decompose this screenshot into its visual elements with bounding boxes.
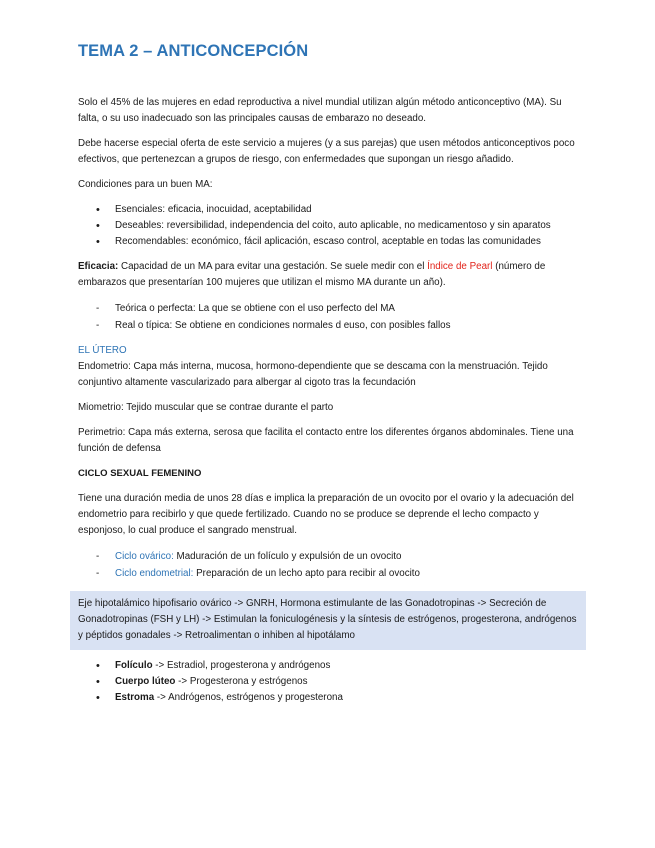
- perimetrio-paragraph: Perimetrio: Capa más externa, serosa que facilita el contacto entre los diferentes órganos abdominales. Tiene una función de defensa: [78, 427, 574, 454]
- conditions-list: [78, 202, 578, 250]
- bullet-icon: •: [96, 660, 100, 672]
- intro-paragraph-2: Debe hacerse especial oferta de este servicio a mujeres (y a sus parejas) que usen métodos anticonceptivos poco efectivos, que pertenezcan a grupos de riesgo, con enfermedades que supongan un riesgo añadido.: [78, 138, 575, 165]
- miometrio-paragraph: Miometrio: Tejido muscular que se contrae durante el parto: [78, 402, 334, 413]
- list-item: • Cuerpo lúteo -> Progesterona y estrógenos: [96, 676, 308, 688]
- bullet-icon: •: [96, 204, 100, 216]
- eje-highlight-box: [70, 591, 586, 650]
- list-item: - Real o típica: Se obtiene en condiciones normales d euso, con posibles fallos: [78, 317, 578, 334]
- utero-heading: EL ÚTERO: [78, 345, 127, 356]
- list-item: - Ciclo endometrial: Preparación de un lecho apto para recibir al ovocito: [78, 565, 578, 582]
- document-page: [78, 42, 578, 715]
- eficacia-types-list: [78, 300, 578, 334]
- dash-icon: -: [96, 303, 100, 314]
- pearl-index-link[interactable]: Índice de Pearl: [427, 261, 493, 272]
- dash-icon: -: [96, 568, 100, 579]
- eficacia-label: Eficacia:: [78, 261, 119, 272]
- bullet-icon: •: [96, 220, 100, 232]
- endometrio-paragraph: Endometrio: Capa más interna, mucosa, hormono-dependiente que se descama con la menstruación. Tejido conjuntivo altamente vascularizado para albergar al cigoto tras la fecundación: [78, 361, 548, 388]
- ciclo-paragraph: Tiene una duración media de unos 28 días e implica la preparación de un ovocito por el ovario y la adecuación del endometrio para recibirlo y que quede fertilizado. Cuando no se produce se deprende el lecho compacto y esponjoso, lo cual produce el sangrado menstrual.: [78, 493, 574, 536]
- ciclo-endometrial-link[interactable]: Ciclo endometrial:: [115, 568, 194, 579]
- ciclo-list: [78, 548, 578, 582]
- ciclo-ovarico-link[interactable]: Ciclo ovárico:: [115, 551, 174, 562]
- page-title: TEMA 2 – ANTICONCEPCIÓN: [78, 42, 309, 60]
- bullet-icon: •: [96, 676, 100, 688]
- list-item: • Recomendables: económico, fácil aplicación, escaso control, aceptable en todas las comunidades: [96, 236, 541, 248]
- hormones-list: [78, 658, 578, 706]
- dash-icon: -: [96, 551, 100, 562]
- bullet-icon: •: [96, 236, 100, 248]
- eje-paragraph: Eje hipotalámico hipofisario ovárico -> GNRH, Hormona estimulante de las Gonadotropinas -> Secreción de Gonadotropinas (FSH y LH) -> Estimulan la foniculogénesis y la síntesis de estrógenos, progesterona, andrógenos y péptidos gonadales -> Retroalimentan o inhiben al hipotálamo: [78, 598, 577, 641]
- conditions-heading: Condiciones para un buen MA:: [78, 179, 213, 190]
- list-item: • Esenciales: eficacia, inocuidad, aceptabilidad: [96, 204, 312, 216]
- bullet-icon: •: [96, 692, 100, 704]
- list-item: - Ciclo ovárico: Maduración de un folículo y expulsión de un ovocito: [78, 548, 578, 565]
- eficacia-paragraph: Eficacia: Capacidad de un MA para evitar una gestación. Se suele medir con el Índice de Pearl (número de embarazos que presentarían 100 mujeres que utilizan el mismo MA durante un año).: [78, 261, 546, 288]
- intro-paragraph-1: Solo el 45% de las mujeres en edad reproductiva a nivel mundial utilizan algún método anticonceptivo (MA). Su falta, o su uso inadecuado son las principales causas de embarazo no deseado.: [78, 97, 562, 124]
- list-item: • Deseables: reversibilidad, independencia del coito, auto aplicable, no medicamentoso y sin aparatos: [96, 220, 551, 232]
- ciclo-heading: CICLO SEXUAL FEMENINO: [78, 468, 202, 479]
- list-item: • Folículo -> Estradiol, progesterona y andrógenos: [96, 660, 331, 672]
- list-item: • Estroma -> Andrógenos, estrógenos y progesterona: [96, 692, 343, 704]
- list-item: - Teórica o perfecta: La que se obtiene con el uso perfecto del MA: [78, 300, 578, 317]
- dash-icon: -: [96, 320, 100, 331]
